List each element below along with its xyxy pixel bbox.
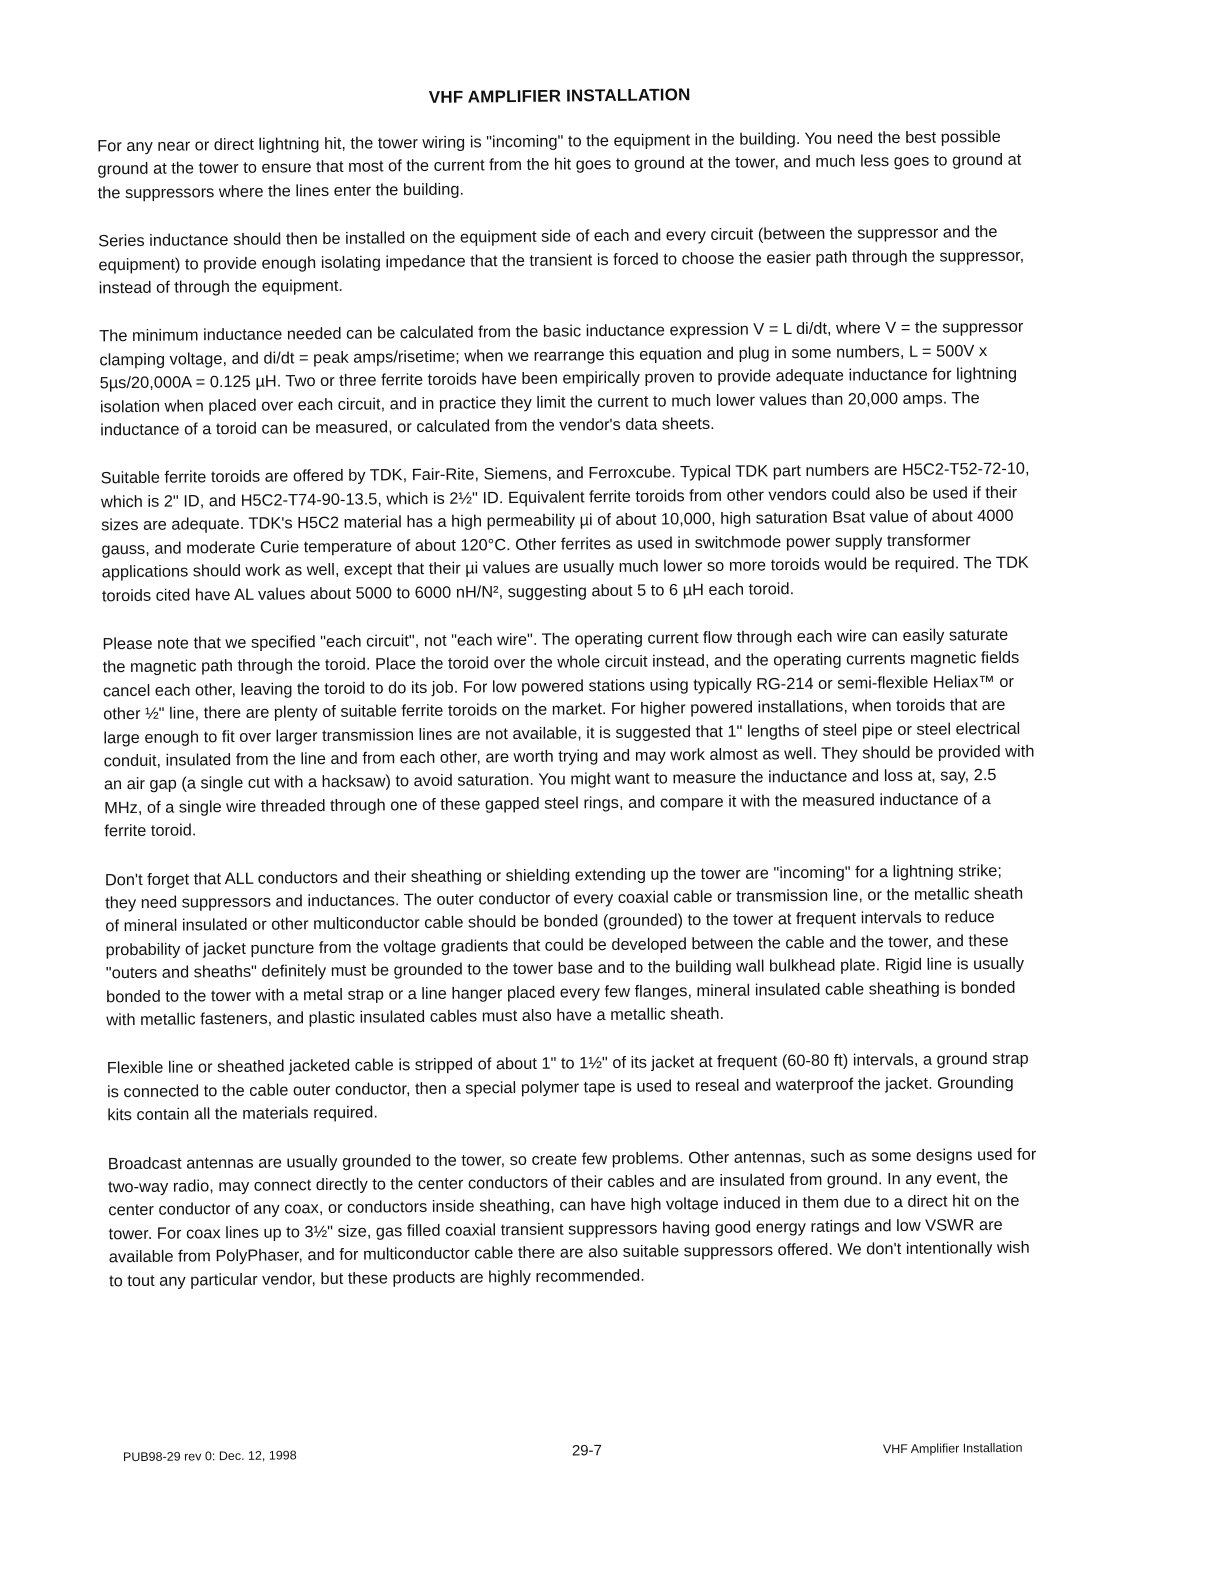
footer-page-number: 29-7	[571, 1442, 603, 1460]
paragraph-conductors-sheathing: Don't forget that ALL conductors and their sheathing or shielding extending up the tower are "incoming" for a lightning strike; they need suppressors and inductances. The outer conductor of every coaxial cable or transmission line, or the metallic sheath of mineral insulated or other multiconductor cable should be bonded (grounded) to the tower at frequent intervals to reduce probability of jacket puncture from the voltage gradients that could be developed between the cable and the tower, and these "outers and sheaths" definitely must be grounded to the tower base and to the building wall bulkhead plate. Rigid line is usually bonded to the tower with a metal strap or a line hanger placed every few flanges, mineral insulated cable sheathing is bonded with metallic fasteners, and plastic insulated cables must also have a metallic sheath.	[104, 861, 1025, 1030]
footer-section-title: VHF Amplifier Installation	[882, 1440, 1023, 1457]
paragraph-each-circuit: Please note that we specified "each circuit", not "each wire". The operating current flow through each wire can easily saturate the magnetic path through the toroid. Place the toroid over the whole circuit instead, and the operating currents magnetic fields cancel each other, leaving the toroid to do its job. For low powered stations using typically RG-214 or semi-flexible Heliax™ or other ½" line, there are plenty of suitable ferrite toroids on the market. For higher powered installations, when toroids that are large enough to fit over larger transmission lines are not available, it is suggested that 1" lengths of steel pipe or steel electrical conduit, insulated from the line and from each other, are worth trying and may work almost as well. They should be provided with an air gap (a single cut with a hacksaw) to avoid saturation. You might want to measure the inductance and loss at, say, 2.5 MHz, of a single wire threaded through one of these gapped steel rings, and compare it with the measured inductance of a ferrite toroid.	[102, 625, 1035, 841]
paragraph-series-inductance: Series inductance should then be installed on the equipment side of each and every circuit (between the suppressor and the equipment) to provide enough isolating impedance that the transient is forced to choose the easier path through the suppressor, instead of through the equipment.	[98, 223, 1025, 298]
paragraph-lightning-incoming: For any near or direct lightning hit, the tower wiring is "incoming" to the equipment in the building. You need the best possible ground at the tower to ensure that most of the current from the hit goes to ground at the tower, and much less goes to ground at the suppressors where the lines enter the building.	[97, 127, 1022, 203]
paragraph-flexible-line: Flexible line or sheathed jacketed cable is stripped of about 1" to 1½" of its jacket at frequent (60-80 ft) intervals, a ground strap is connected to the cable outer conductor, then a special polymer tape is used to reseal and waterproof the jacket. Grounding kits contain all the materials required.	[106, 1050, 1029, 1125]
paragraph-ferrite-toroids: Suitable ferrite toroids are offered by TDK, Fair-Rite, Siemens, and Ferroxcube. Typical TDK part numbers are H5C2-T52-72-10, which is 2" ID, and H5C2-T74-90-13.5, which is 2½" ID. Equivalent ferrite toroids from other vendors could also be used if their sizes are adequate. TDK's H5C2 material has a high permeability µi of about 10,000, high saturation Bsat value of about 4000 gauss, and moderate Curie temperature of about 120°C. Other ferrites as used in switchmode power supply transformer applications should work as well, except that their µi values are usually much lower so more toroids would be required. The TDK toroids cited have AL values about 5000 to 6000 nH/N², suggesting about 5 to 6 µH each toroid.	[100, 460, 1030, 605]
page-title: VHF AMPLIFIER INSTALLATION	[428, 85, 691, 107]
footer-publication: PUB98-29 rev 0: Dec. 12, 1998	[122, 1448, 297, 1465]
document-body	[97, 126, 1041, 1319]
paragraph-broadcast-antennas: Broadcast antennas are usually grounded to the tower, so create few problems. Other antennas, such as some designs used for two-way radio, may connect directly to the center conductors of their cables and are insulated from ground. In any event, the center conductor of any coax, or conductors inside sheathing, can have high voltage induced in them due to a direct hit on the tower. For coax lines up to 3½" size, gas filled coaxial transient suppressors having good energy ratings and low VSWR are available from PolyPhaser, and for multiconductor cable there are also suitable suppressors offered. We don't intentionally wish to tout any particular vendor, but these products are highly recommended.	[107, 1145, 1037, 1290]
paragraph-minimum-inductance: The minimum inductance needed can be calculated from the basic inductance expression V = L di/dt, where V = the suppressor clamping voltage, and di/dt = peak amps/risetime; when we rearrange this equation and plug in some numbers, L = 500V x 5µs/20,000A = 0.125 µH. Two or three ferrite toroids have been empirically proven to provide adequate inductance for lightning isolation when placed over each circuit, and in practice they limit the current to much lower values than 20,000 amps. The inductance of a toroid can be measured, or calculated from the vendor's data sheets.	[99, 318, 1024, 440]
